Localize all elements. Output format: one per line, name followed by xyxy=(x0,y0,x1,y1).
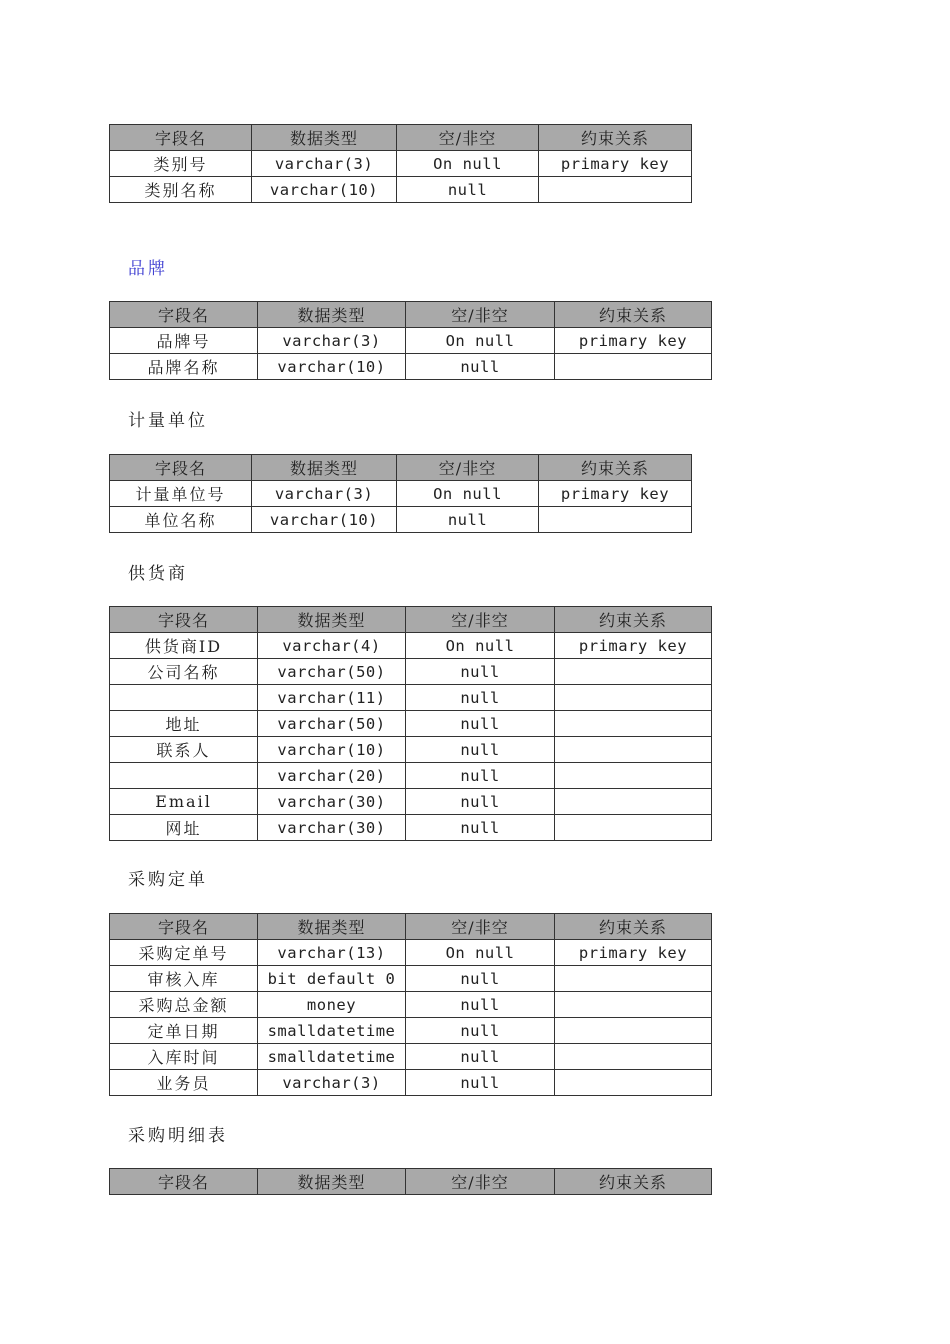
purchase-order-table xyxy=(109,913,712,1096)
unit-section-title: 计量单位 xyxy=(128,411,208,431)
table-header-row xyxy=(110,607,712,633)
table-row xyxy=(110,940,712,966)
constraint-cell: primary key xyxy=(539,151,692,177)
column-header: 数据类型 xyxy=(258,607,406,633)
column-header: 字段名 xyxy=(110,125,252,151)
data-type-cell: varchar(13) xyxy=(258,940,406,966)
nullability-cell: null xyxy=(406,815,555,841)
constraint-cell xyxy=(555,1018,712,1044)
nullability-cell: null xyxy=(406,685,555,711)
table-row xyxy=(110,789,712,815)
data-type-cell: varchar(4) xyxy=(258,633,406,659)
column-header: 字段名 xyxy=(110,302,258,328)
constraint-cell: primary key xyxy=(555,328,712,354)
data-type-cell: varchar(10) xyxy=(252,507,397,533)
field-name-cell: 业务员 xyxy=(110,1070,258,1096)
field-name-cell: 联系人 xyxy=(110,737,258,763)
column-header: 数据类型 xyxy=(258,1169,406,1195)
nullability-cell: null xyxy=(406,1044,555,1070)
data-type-cell: smalldatetime xyxy=(258,1018,406,1044)
purchase-order-section-title: 采购定单 xyxy=(128,870,208,890)
nullability-cell: null xyxy=(397,507,539,533)
column-header: 约束关系 xyxy=(539,455,692,481)
constraint-cell: primary key xyxy=(539,481,692,507)
constraint-cell xyxy=(539,507,692,533)
data-type-cell: money xyxy=(258,992,406,1018)
column-header: 空/非空 xyxy=(406,914,555,940)
field-name-cell: 类别号 xyxy=(110,151,252,177)
field-name-cell: 品牌号 xyxy=(110,328,258,354)
data-type-cell: varchar(50) xyxy=(258,659,406,685)
table-row xyxy=(110,1070,712,1096)
constraint-cell xyxy=(555,737,712,763)
nullability-cell: On null xyxy=(406,328,555,354)
purchase-detail-section-title: 采购明细表 xyxy=(128,1126,228,1146)
table-header-row xyxy=(110,914,712,940)
table-row xyxy=(110,737,712,763)
table-row xyxy=(110,177,692,203)
nullability-cell: On null xyxy=(406,633,555,659)
field-name-cell: 采购总金额 xyxy=(110,992,258,1018)
column-header: 字段名 xyxy=(110,607,258,633)
constraint-cell xyxy=(555,354,712,380)
constraint-cell xyxy=(555,789,712,815)
field-name-cell: 类别名称 xyxy=(110,177,252,203)
field-name-cell: Email xyxy=(110,789,258,815)
data-type-cell: varchar(30) xyxy=(258,789,406,815)
constraint-cell xyxy=(555,659,712,685)
table-header-row xyxy=(110,125,692,151)
nullability-cell: On null xyxy=(397,481,539,507)
category-table xyxy=(109,124,692,203)
data-type-cell: varchar(11) xyxy=(258,685,406,711)
field-name-cell xyxy=(110,763,258,789)
nullability-cell: null xyxy=(406,763,555,789)
field-name-cell xyxy=(110,685,258,711)
column-header: 空/非空 xyxy=(406,607,555,633)
nullability-cell: null xyxy=(406,1070,555,1096)
field-name-cell: 公司名称 xyxy=(110,659,258,685)
column-header: 字段名 xyxy=(110,455,252,481)
data-type-cell: varchar(10) xyxy=(252,177,397,203)
table-row xyxy=(110,711,712,737)
table-row xyxy=(110,328,712,354)
table-header-row xyxy=(110,455,692,481)
data-type-cell: varchar(10) xyxy=(258,737,406,763)
data-type-cell: varchar(30) xyxy=(258,815,406,841)
constraint-cell xyxy=(539,177,692,203)
data-type-cell: varchar(3) xyxy=(252,481,397,507)
nullability-cell: null xyxy=(406,659,555,685)
column-header: 约束关系 xyxy=(555,1169,712,1195)
supplier-section-title: 供货商 xyxy=(128,564,188,584)
nullability-cell: null xyxy=(397,177,539,203)
constraint-cell xyxy=(555,685,712,711)
unit-table xyxy=(109,454,692,533)
table-header-row xyxy=(110,1169,712,1195)
data-type-cell: varchar(10) xyxy=(258,354,406,380)
field-name-cell: 审核入库 xyxy=(110,966,258,992)
data-type-cell: bit default 0 xyxy=(258,966,406,992)
column-header: 数据类型 xyxy=(252,455,397,481)
table-row xyxy=(110,659,712,685)
column-header: 字段名 xyxy=(110,914,258,940)
column-header: 约束关系 xyxy=(555,914,712,940)
table-row xyxy=(110,1044,712,1070)
column-header: 空/非空 xyxy=(406,1169,555,1195)
data-type-cell: smalldatetime xyxy=(258,1044,406,1070)
constraint-cell xyxy=(555,992,712,1018)
column-header: 字段名 xyxy=(110,1169,258,1195)
column-header: 约束关系 xyxy=(539,125,692,151)
brand-table xyxy=(109,301,712,380)
data-type-cell: varchar(3) xyxy=(258,1070,406,1096)
nullability-cell: null xyxy=(406,737,555,763)
field-name-cell: 采购定单号 xyxy=(110,940,258,966)
nullability-cell: On null xyxy=(397,151,539,177)
table-header-row xyxy=(110,302,712,328)
data-type-cell: varchar(3) xyxy=(252,151,397,177)
constraint-cell xyxy=(555,1044,712,1070)
constraint-cell xyxy=(555,966,712,992)
nullability-cell: On null xyxy=(406,940,555,966)
field-name-cell: 地址 xyxy=(110,711,258,737)
nullability-cell: null xyxy=(406,789,555,815)
column-header: 数据类型 xyxy=(258,302,406,328)
nullability-cell: null xyxy=(406,1018,555,1044)
table-row xyxy=(110,1018,712,1044)
table-row xyxy=(110,151,692,177)
column-header: 空/非空 xyxy=(397,455,539,481)
field-name-cell: 供货商ID xyxy=(110,633,258,659)
column-header: 数据类型 xyxy=(252,125,397,151)
table-row xyxy=(110,992,712,1018)
nullability-cell: null xyxy=(406,711,555,737)
constraint-cell: primary key xyxy=(555,940,712,966)
nullability-cell: null xyxy=(406,354,555,380)
table-row xyxy=(110,763,712,789)
column-header: 数据类型 xyxy=(258,914,406,940)
constraint-cell xyxy=(555,763,712,789)
purchase-detail-table xyxy=(109,1168,712,1195)
nullability-cell: null xyxy=(406,966,555,992)
constraint-cell: primary key xyxy=(555,633,712,659)
table-row xyxy=(110,481,692,507)
table-row xyxy=(110,633,712,659)
column-header: 约束关系 xyxy=(555,607,712,633)
table-row xyxy=(110,685,712,711)
table-row xyxy=(110,507,692,533)
nullability-cell: null xyxy=(406,992,555,1018)
field-name-cell: 品牌名称 xyxy=(110,354,258,380)
table-row xyxy=(110,966,712,992)
field-name-cell: 网址 xyxy=(110,815,258,841)
column-header: 空/非空 xyxy=(397,125,539,151)
constraint-cell xyxy=(555,711,712,737)
column-header: 约束关系 xyxy=(555,302,712,328)
table-row xyxy=(110,354,712,380)
data-type-cell: varchar(20) xyxy=(258,763,406,789)
table-row xyxy=(110,815,712,841)
supplier-table xyxy=(109,606,712,841)
data-type-cell: varchar(50) xyxy=(258,711,406,737)
column-header: 空/非空 xyxy=(406,302,555,328)
data-type-cell: varchar(3) xyxy=(258,328,406,354)
brand-section-title[interactable]: 品牌 xyxy=(128,259,168,279)
constraint-cell xyxy=(555,815,712,841)
constraint-cell xyxy=(555,1070,712,1096)
field-name-cell: 计量单位号 xyxy=(110,481,252,507)
field-name-cell: 定单日期 xyxy=(110,1018,258,1044)
field-name-cell: 单位名称 xyxy=(110,507,252,533)
field-name-cell: 入库时间 xyxy=(110,1044,258,1070)
